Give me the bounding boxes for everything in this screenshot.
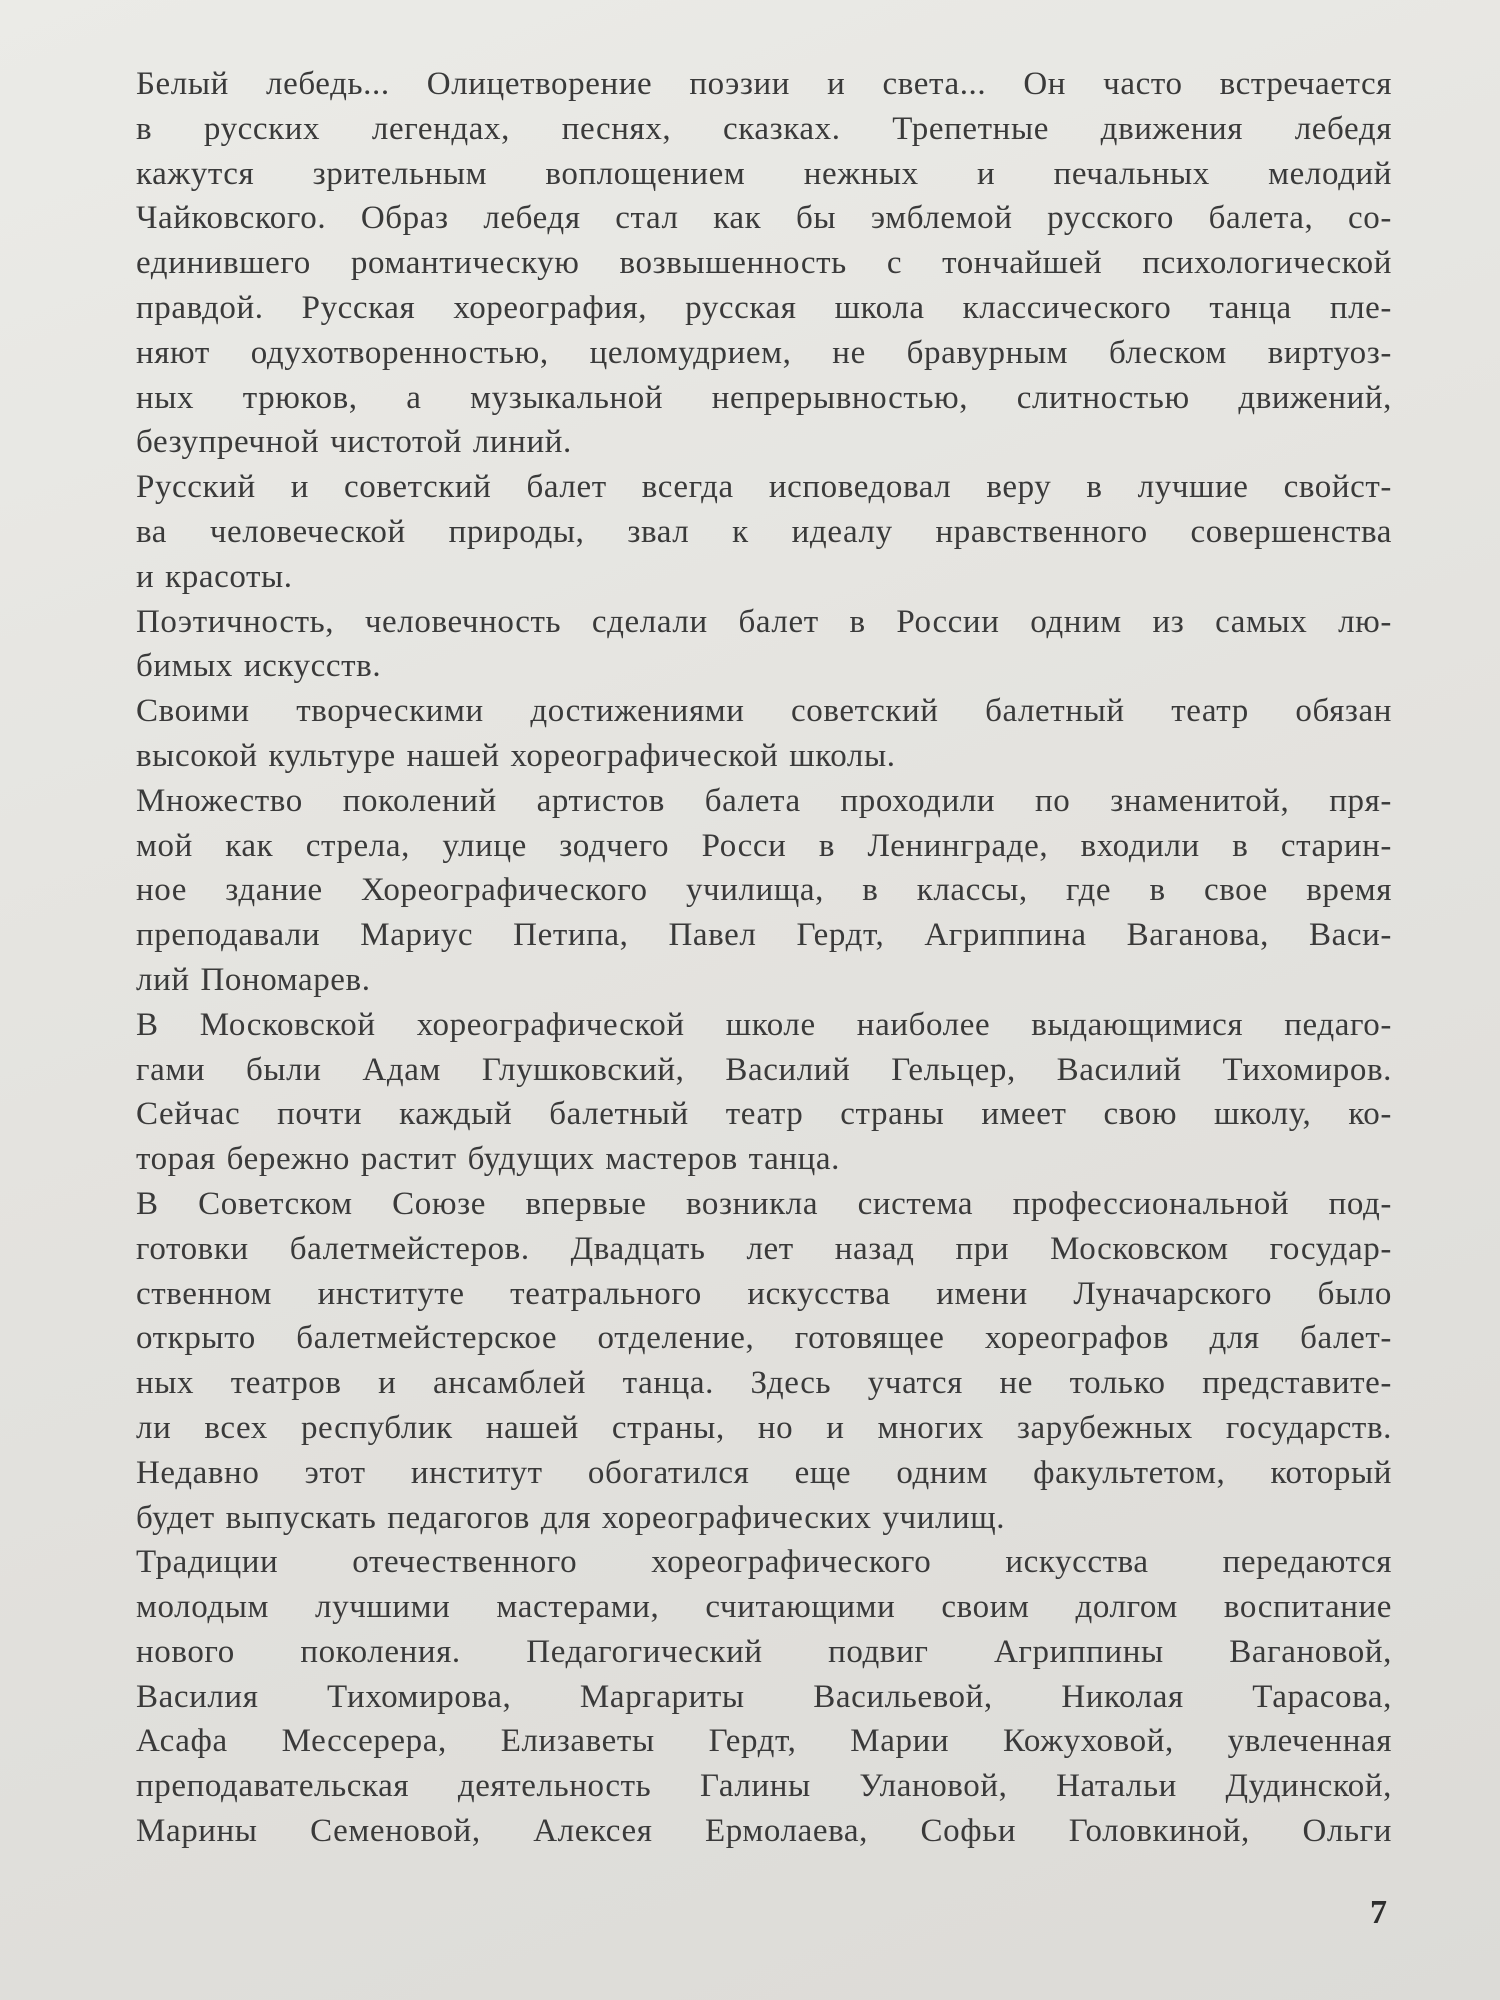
- text-line: преподавательская деятельность Галины Улановой, Натальи Дудинской,: [136, 1768, 1392, 1805]
- text-line: торая бережно растит будущих мастеров танца.: [136, 1141, 840, 1178]
- text-line: нового поколения. Педагогический подвиг Агриппины Вагановой,: [136, 1633, 1392, 1670]
- text-line: Асафа Мессерера, Елизаветы Гердт, Марии Кожуховой, увлеченная: [136, 1723, 1392, 1760]
- text-line: В Московской хореографической школе наиболее выдающимися педаго-: [136, 1006, 1392, 1043]
- text-line: ва человеческой природы, звал к идеалу нравственного совершенства: [136, 513, 1392, 550]
- text-line: кажутся зрительным воплощением нежных и печальных мелодий: [136, 155, 1392, 192]
- text-line: единившего романтическую возвышенность с тончайшей психологической: [136, 245, 1392, 282]
- text-line: бимых искусств.: [136, 648, 382, 685]
- text-line: Поэтичность, человечность сделали балет в России одним из самых лю-: [136, 603, 1392, 640]
- text-line: мой как стрела, улице зодчего Росси в Ленинграде, входили в старин-: [136, 827, 1392, 864]
- text-line: Недавно этот институт обогатился еще одним факультетом, который: [136, 1454, 1392, 1491]
- text-line: Сейчас почти каждый балетный театр страны имеет свою школу, ко-: [136, 1096, 1392, 1133]
- text-line: гами были Адам Глушковский, Василий Гельцер, Василий Тихомиров.: [136, 1051, 1392, 1088]
- text-line: будет выпускать педагогов для хореографических училищ.: [136, 1499, 1006, 1536]
- text-line: Василия Тихомирова, Маргариты Васильевой, Николая Тарасова,: [136, 1678, 1392, 1715]
- text-line: открыто балетмейстерское отделение, готовящее хореографов для балет-: [136, 1320, 1392, 1357]
- text-line: ное здание Хореографического училища, в классы, где в свое время: [136, 872, 1392, 909]
- text-line: высокой культуре нашей хореографической школы.: [136, 737, 896, 774]
- text-line: Белый лебедь... Олицетворение поэзии и света... Он часто встречается: [136, 66, 1392, 102]
- text-line: В Советском Союзе впервые возникла система профессиональной под-: [136, 1185, 1392, 1222]
- text-line: Множество поколений артистов балета проходили по знаменитой, пря-: [136, 782, 1392, 819]
- text-line: Традиции отечественного хореографического искусства передаются: [136, 1544, 1392, 1581]
- text-line: ственном институте театрального искусства имени Луначарского было: [136, 1275, 1392, 1312]
- text-line: ных театров и ансамблей танца. Здесь учатся не только представите-: [136, 1365, 1392, 1402]
- text-line: Чайковского. Образ лебедя стал как бы эмблемой русского балета, со-: [136, 200, 1392, 237]
- text-line: лий Пономарев.: [136, 961, 371, 998]
- text-line: няют одухотворенностью, целомудрием, не бравурным блеском виртуоз-: [136, 334, 1392, 371]
- text-line: и красоты.: [136, 558, 293, 595]
- text-line: молодым лучшими мастерами, считающими своим долгом воспитание: [136, 1589, 1392, 1626]
- text-line: правдой. Русская хореография, русская школа классического танца пле-: [136, 289, 1392, 326]
- text-line: ных трюков, а музыкальной непрерывностью, слитностью движений,: [136, 379, 1392, 416]
- text-line: преподавали Мариус Петипа, Павел Гердт, Агриппина Ваганова, Васи-: [136, 917, 1392, 954]
- text-line: Своими творческими достижениями советский балетный театр обязан: [136, 693, 1392, 730]
- page-number: 7: [1370, 1894, 1387, 1931]
- text-line: в русских легендах, песнях, сказках. Трепетные движения лебедя: [136, 110, 1392, 147]
- text-line: Русский и советский балет всегда исповедовал веру в лучшие свойст-: [136, 469, 1392, 506]
- body-text: [136, 62, 1392, 1854]
- text-line: ли всех республик нашей страны, но и многих зарубежных государств.: [136, 1409, 1392, 1446]
- text-line: готовки балетмейстеров. Двадцать лет назад при Московском государ-: [136, 1230, 1392, 1267]
- text-line: Марины Семеновой, Алексея Ермолаева, Софьи Головкиной, Ольги: [136, 1813, 1392, 1850]
- text-line: безупречной чистотой линий.: [136, 424, 572, 461]
